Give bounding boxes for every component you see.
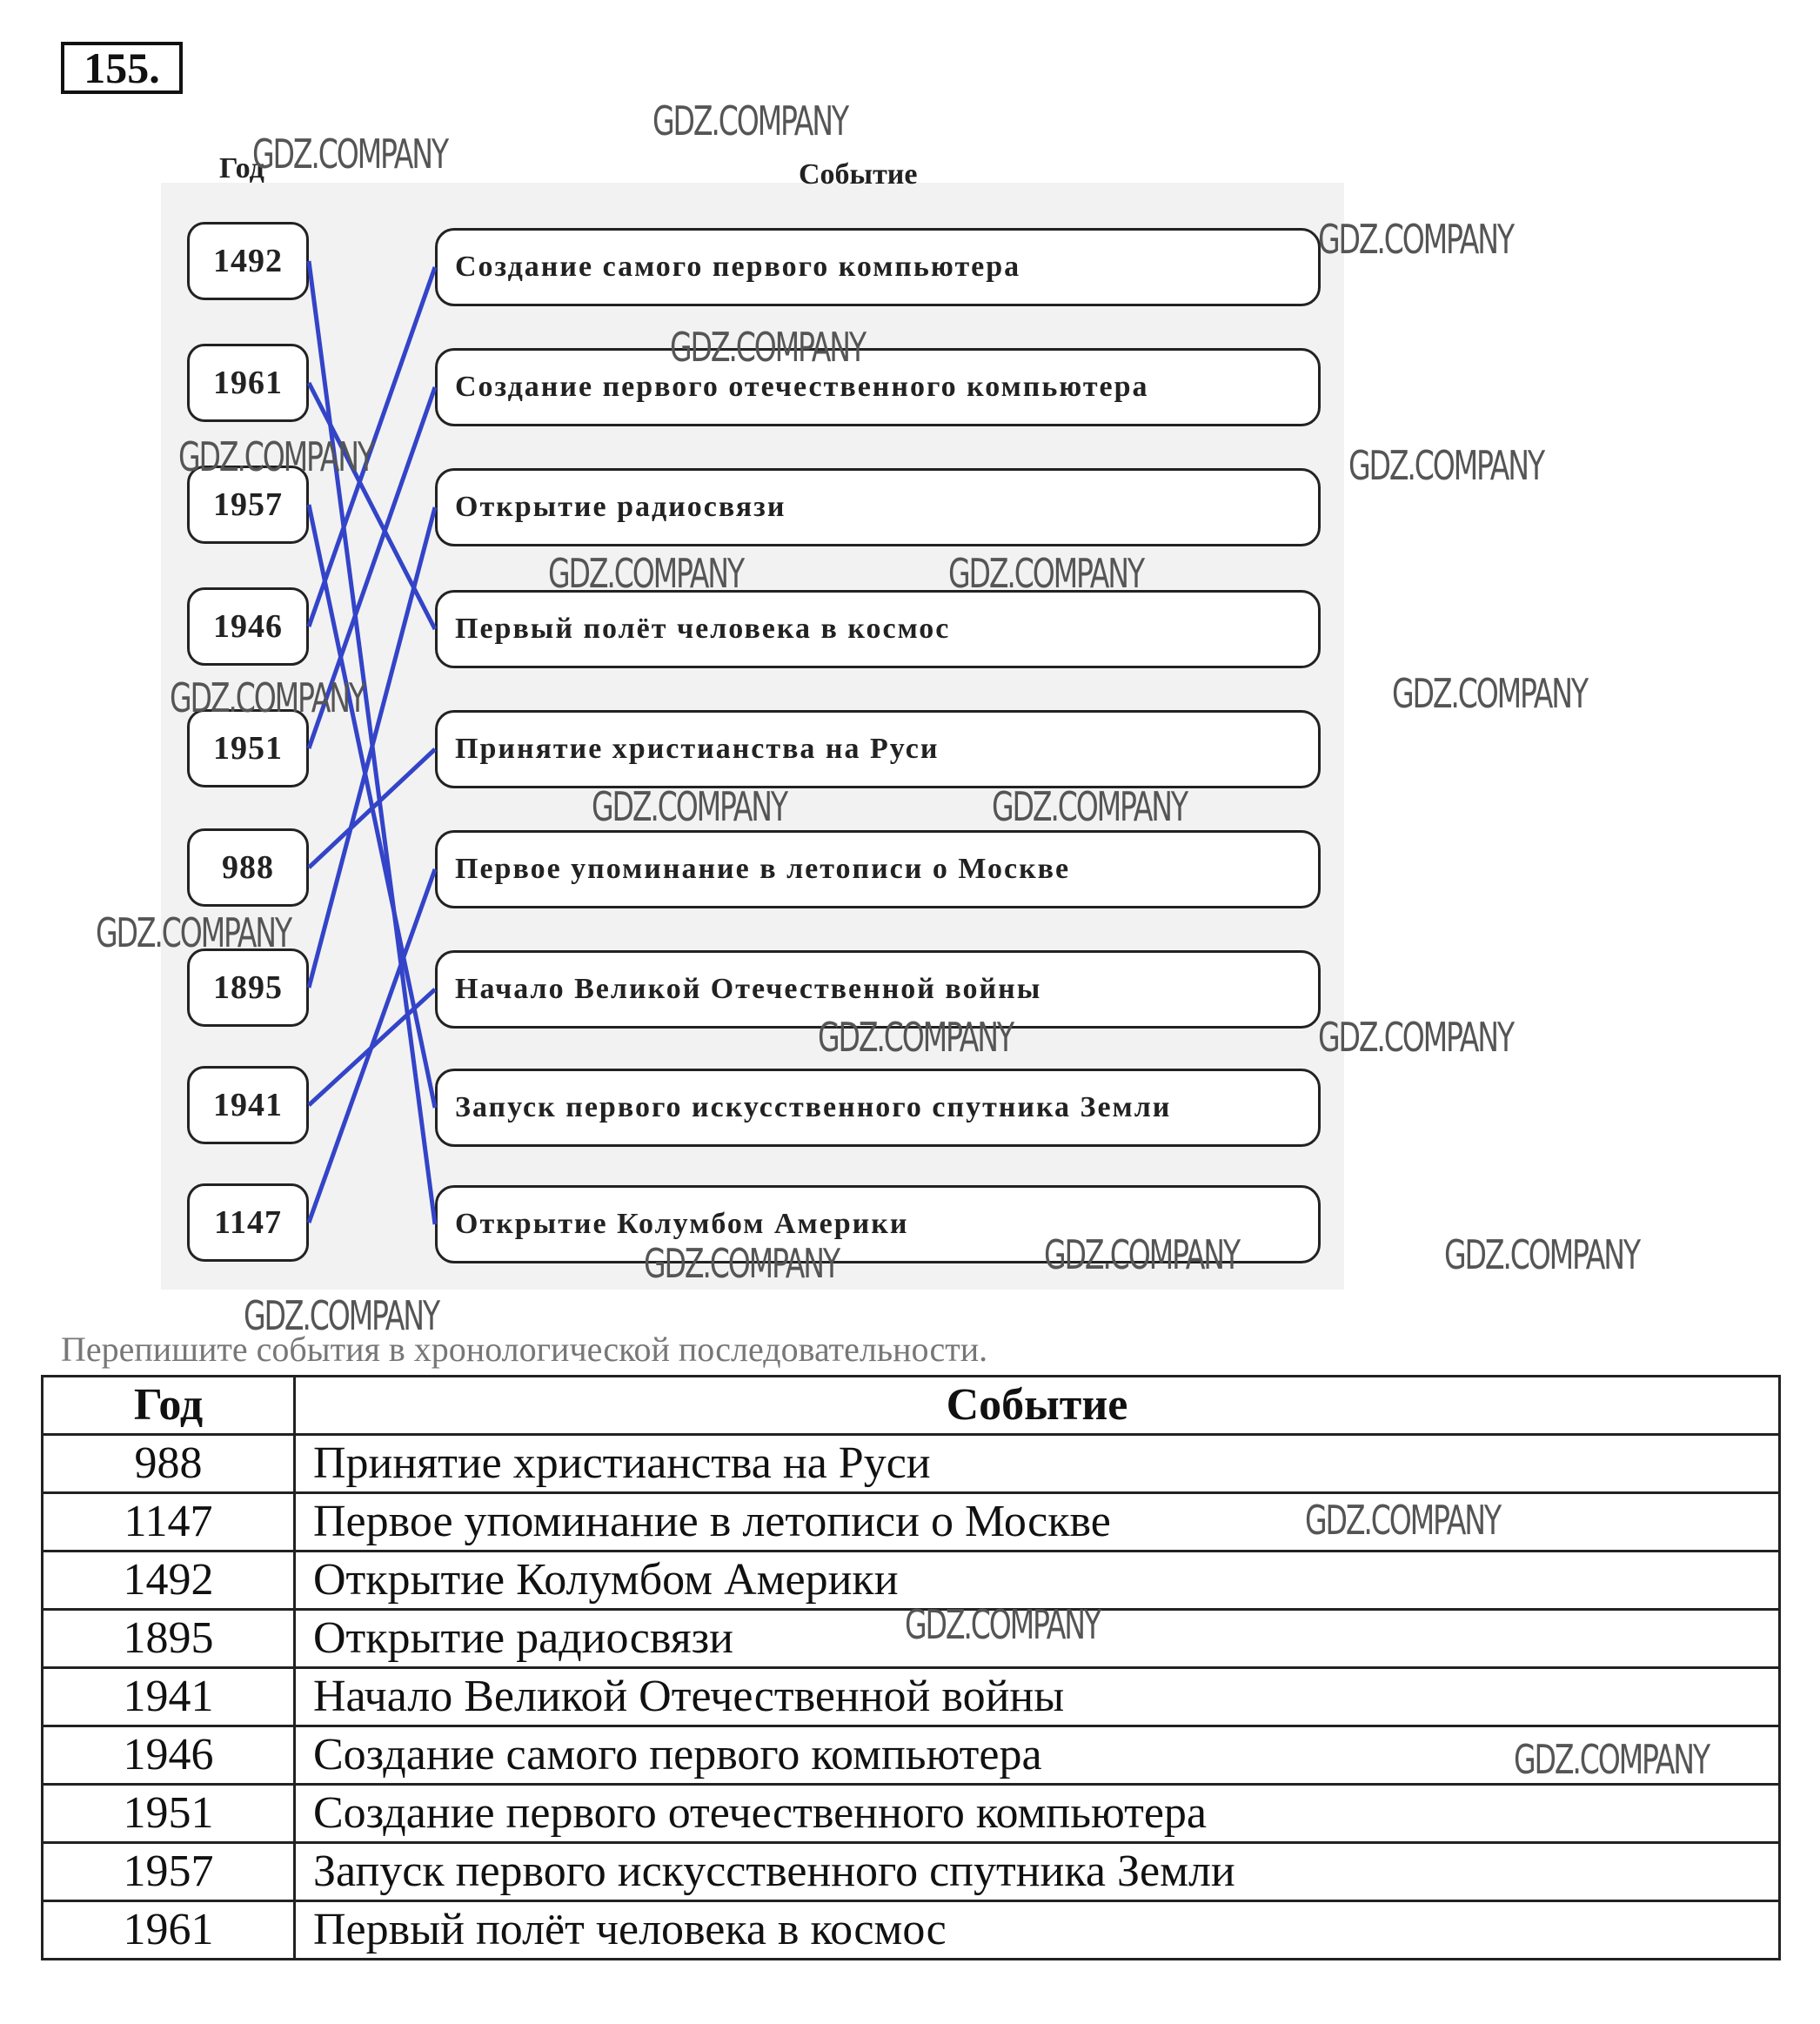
table-cell-event: Открытие Колумбом Америки bbox=[295, 1552, 1780, 1610]
table-cell-year: 1961 bbox=[43, 1901, 295, 1960]
watermark-text: GDZ.COMPANY bbox=[652, 97, 847, 144]
table-header-row bbox=[43, 1377, 1780, 1435]
year-box: 1961 bbox=[187, 344, 309, 422]
table-cell-year: 1946 bbox=[43, 1726, 295, 1785]
table-cell-event: Первое упоминание в летописи о Москве bbox=[295, 1493, 1780, 1552]
table-cell-event: Первый полёт человека в космос bbox=[295, 1901, 1780, 1960]
watermark-text: GDZ.COMPANY bbox=[1044, 1231, 1239, 1278]
matching-line bbox=[309, 507, 435, 988]
table-row bbox=[43, 1435, 1780, 1493]
year-box: 1946 bbox=[187, 587, 309, 666]
table-row bbox=[43, 1843, 1780, 1901]
watermark-text: GDZ.COMPANY bbox=[592, 783, 786, 830]
event-box: Открытие радиосвязи bbox=[435, 468, 1321, 546]
watermark-text: GDZ.COMPANY bbox=[252, 131, 447, 178]
diagram-event-header: Событие bbox=[799, 158, 918, 191]
event-box: Принятие христианства на Руси bbox=[435, 710, 1321, 788]
watermark-text: GDZ.COMPANY bbox=[644, 1240, 839, 1287]
watermark-text: GDZ.COMPANY bbox=[1444, 1231, 1639, 1278]
year-box: 1492 bbox=[187, 222, 309, 300]
table-cell-year: 1941 bbox=[43, 1668, 295, 1726]
watermark-text: GDZ.COMPANY bbox=[244, 1292, 438, 1339]
year-box: 1895 bbox=[187, 948, 309, 1027]
event-box: Открытие Колумбом Америки bbox=[435, 1185, 1321, 1263]
year-box: 988 bbox=[187, 828, 309, 907]
watermark-text: GDZ.COMPANY bbox=[1305, 1497, 1500, 1544]
task-number: 155. bbox=[61, 42, 183, 94]
watermark-text: GDZ.COMPANY bbox=[170, 674, 365, 721]
table-header-event: Событие bbox=[295, 1377, 1780, 1435]
table-cell-year: 1492 bbox=[43, 1552, 295, 1610]
table-cell-year: 1951 bbox=[43, 1785, 295, 1843]
watermark-text: GDZ.COMPANY bbox=[818, 1014, 1013, 1061]
table-row bbox=[43, 1668, 1780, 1726]
event-box: Первое упоминание в летописи о Москве bbox=[435, 830, 1321, 908]
table-row bbox=[43, 1901, 1780, 1960]
table-cell-event: Запуск первого искусственного спутника Земли bbox=[295, 1843, 1780, 1901]
event-box: Запуск первого искусственного спутника Земли bbox=[435, 1069, 1321, 1147]
table-cell-event: Открытие радиосвязи bbox=[295, 1610, 1780, 1668]
table-cell-event: Принятие христианства на Руси bbox=[295, 1435, 1780, 1493]
watermark-text: GDZ.COMPANY bbox=[670, 324, 865, 371]
table-header-year: Год bbox=[43, 1377, 295, 1435]
table-cell-year: 1957 bbox=[43, 1843, 295, 1901]
watermark-text: GDZ.COMPANY bbox=[948, 550, 1143, 597]
watermark-text: GDZ.COMPANY bbox=[905, 1601, 1100, 1648]
event-box: Начало Великой Отечественной войны bbox=[435, 950, 1321, 1029]
watermark-text: GDZ.COMPANY bbox=[1392, 670, 1587, 717]
table-body bbox=[43, 1435, 1780, 1960]
table-cell-year: 1147 bbox=[43, 1493, 295, 1552]
table-cell-year: 1895 bbox=[43, 1610, 295, 1668]
table-row bbox=[43, 1493, 1780, 1552]
watermark-text: GDZ.COMPANY bbox=[178, 433, 373, 480]
watermark-text: GDZ.COMPANY bbox=[96, 909, 291, 956]
table-cell-event: Создание самого первого компьютера bbox=[295, 1726, 1780, 1785]
table-cell-event: Начало Великой Отечественной войны bbox=[295, 1668, 1780, 1726]
table-cell-event: Создание первого отечественного компьютера bbox=[295, 1785, 1780, 1843]
matching-line bbox=[309, 749, 435, 868]
year-box: 1941 bbox=[187, 1066, 309, 1144]
event-box: Создание первого отечественного компьютера bbox=[435, 348, 1321, 426]
year-box: 1951 bbox=[187, 709, 309, 787]
watermark-text: GDZ.COMPANY bbox=[1318, 216, 1513, 263]
watermark-text: GDZ.COMPANY bbox=[1348, 442, 1543, 489]
watermark-text: GDZ.COMPANY bbox=[992, 783, 1187, 830]
table-cell-year: 988 bbox=[43, 1435, 295, 1493]
watermark-text: GDZ.COMPANY bbox=[1318, 1014, 1513, 1061]
watermark-text: GDZ.COMPANY bbox=[1514, 1736, 1709, 1783]
diagram-year-header: Год bbox=[219, 152, 264, 184]
watermark-text: GDZ.COMPANY bbox=[548, 550, 743, 597]
event-box: Первый полёт человека в космос bbox=[435, 590, 1321, 668]
event-box: Создание самого первого компьютера bbox=[435, 228, 1321, 306]
year-box: 1957 bbox=[187, 466, 309, 544]
year-box: 1147 bbox=[187, 1183, 309, 1262]
table-row bbox=[43, 1785, 1780, 1843]
instruction-text: Перепишите события в хронологической последовательности. bbox=[61, 1330, 988, 1369]
answer-table bbox=[41, 1375, 1781, 1960]
